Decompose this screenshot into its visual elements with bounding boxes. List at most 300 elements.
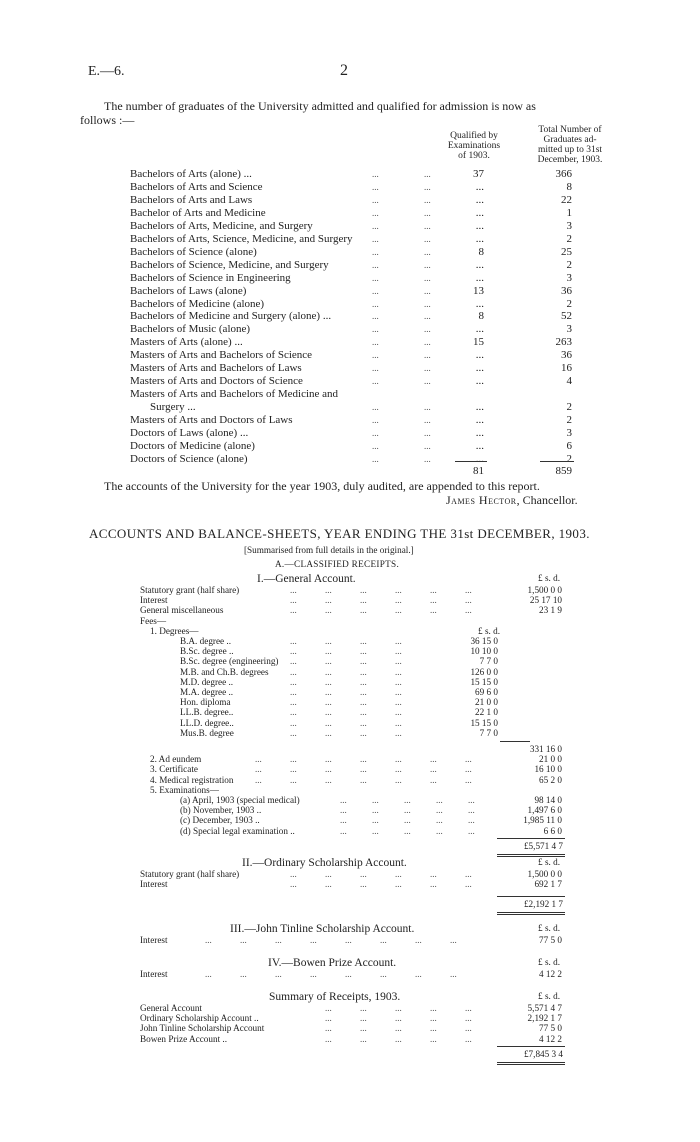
graduate-row-label: Bachelor of Arts and Medicine — [130, 206, 266, 219]
leader-dots: ... — [468, 805, 475, 816]
leader-dots: ... — [325, 1003, 332, 1013]
leader-dots: ... — [360, 697, 367, 708]
leader-dots: ... — [424, 181, 431, 192]
degree-amount: 7 7 0 — [479, 727, 498, 738]
amount: 1,500 0 0 — [527, 869, 562, 879]
amount: 4 12 2 — [539, 1033, 562, 1044]
leader-dots: ... — [465, 1003, 472, 1013]
degree-amount: 7 7 0 — [479, 656, 498, 667]
total-value: 2 — [566, 414, 572, 427]
document-reference: E.—6. — [88, 64, 125, 79]
leader-dots: ... — [290, 676, 297, 687]
graduate-row-label: Bachelors of Arts and Laws — [130, 193, 253, 206]
exam-label: (b) November, 1903 .. — [180, 805, 262, 816]
ordinary-scholarship-title: II.—Ordinary Scholarship Account. — [242, 857, 407, 869]
accounts-title: ACCOUNTS AND BALANCE-SHEETS, YEAR ENDING THE 31st DECEMBER, 1903. — [89, 526, 590, 541]
graduate-row-label: Bachelors of Medicine and Surgery (alone) ... — [130, 310, 332, 323]
leader-dots: ... — [465, 774, 472, 785]
leader-dots: ... — [395, 1033, 402, 1044]
amount: 77 5 0 — [539, 1023, 562, 1034]
fees-label: Fees— — [140, 615, 167, 626]
graduates-total: 859 — [555, 465, 572, 477]
amount: 6 6 0 — [543, 825, 562, 836]
leader-dots: ... — [325, 1013, 332, 1024]
leader-dots: ... — [345, 969, 352, 979]
leader-dots: ... — [465, 1023, 472, 1034]
qualified-value: ... — [475, 375, 484, 388]
leader-dots: ... — [360, 687, 367, 697]
qualified-value: ... — [475, 297, 484, 310]
ledger-label: Interest — [140, 595, 168, 606]
graduate-row-label: Bachelors of Science in Engineering — [130, 271, 291, 284]
leader-dots: ... — [424, 272, 431, 283]
leader-dots: ... — [360, 646, 367, 657]
degree-amount: 15 15 0 — [470, 676, 498, 687]
leader-dots: ... — [424, 246, 431, 257]
leader-dots: ... — [468, 815, 475, 826]
total-value: 1 — [566, 206, 572, 219]
total-value: 25 — [561, 245, 572, 258]
examinations-label: 5. Examinations— — [150, 784, 219, 795]
leader-dots: ... — [430, 595, 437, 606]
total-value: 2 — [566, 232, 572, 245]
leader-dots: ... — [360, 869, 367, 879]
leader-dots: ... — [360, 727, 367, 738]
degrees-subtotal: 331 16 0 — [529, 744, 562, 754]
leader-dots: ... — [395, 764, 402, 775]
leader-dots: ... — [430, 754, 437, 765]
leader-dots: ... — [395, 666, 402, 677]
leader-dots: ... — [395, 879, 402, 890]
leader-dots: ... — [424, 298, 431, 309]
qualified-total-rule — [455, 461, 487, 462]
summary-total-double-rule — [497, 1064, 565, 1065]
degree-label: LL.D. degree.. — [180, 717, 234, 728]
leader-dots: ... — [430, 1003, 437, 1013]
fee-label: 4. Medical registration — [150, 774, 234, 785]
leader-dots: ... — [372, 220, 379, 231]
leader-dots: ... — [372, 428, 379, 438]
accounts-note: [Summarised from full details in the original.] — [244, 545, 414, 555]
leader-dots: ... — [290, 687, 297, 697]
chancellor-signature — [446, 493, 578, 508]
qualified-total: 81 — [473, 465, 484, 477]
fee-label: 3. Certificate — [150, 764, 198, 775]
graduate-row-label: Doctors of Science (alone) — [130, 452, 248, 465]
leader-dots: ... — [325, 1023, 332, 1034]
leader-dots: ... — [372, 805, 379, 816]
ledger-label: Statutory grant (half share) — [140, 585, 240, 595]
tinline-scholarship-title: III.—John Tinline Scholarship Account. — [230, 923, 415, 935]
leader-dots: ... — [372, 272, 379, 283]
leader-dots: ... — [290, 717, 297, 728]
leader-dots: ... — [395, 585, 402, 595]
exam-label: (a) April, 1903 (special medical) — [180, 795, 300, 805]
graduate-row-label: Doctors of Laws (alone) ... — [130, 427, 249, 439]
leader-dots: ... — [205, 969, 212, 979]
leader-dots: ... — [468, 795, 475, 805]
graduate-row-label: Bachelors of Medicine (alone) — [130, 297, 265, 310]
leader-dots: ... — [372, 363, 379, 374]
graduate-row-label: Bachelors of Science (alone) — [130, 245, 257, 258]
leader-dots: ... — [345, 935, 352, 945]
leader-dots: ... — [325, 656, 332, 667]
leader-dots: ... — [372, 815, 379, 826]
leader-dots: ... — [360, 1023, 367, 1034]
leader-dots: ... — [360, 879, 367, 890]
lsd-header: £ s. d. — [538, 991, 560, 1001]
leader-dots: ... — [372, 453, 379, 464]
qualified-value: 8 — [478, 310, 484, 323]
amount: 692 1 7 — [534, 879, 562, 890]
leader-dots: ... — [372, 350, 379, 361]
leader-dots: ... — [325, 697, 332, 708]
ordinary-scholarship-total-rule — [497, 896, 565, 897]
leader-dots: ... — [360, 717, 367, 728]
total-value: 52 — [561, 310, 572, 323]
leader-dots: ... — [465, 605, 472, 616]
amount: 1,500 0 0 — [527, 585, 562, 595]
qualified-value: ... — [475, 232, 484, 245]
general-account-total-double-rule — [497, 854, 565, 855]
total-value: 366 — [555, 168, 572, 180]
intro-line-1: The number of graduates of the University admitted and qualified for admission is now as — [104, 99, 536, 113]
graduate-row-label: Masters of Arts and Bachelors of Laws — [130, 362, 302, 375]
degree-label: B.Sc. degree .. — [180, 646, 234, 657]
leader-dots: ... — [290, 707, 297, 718]
leader-dots: ... — [290, 595, 297, 606]
degree-label: B.Sc. degree (engineering) — [180, 656, 279, 667]
amount: 21 0 0 — [539, 754, 562, 765]
leader-dots: ... — [275, 969, 282, 979]
page-number: 2 — [340, 62, 348, 79]
amount: 1,985 11 0 — [523, 815, 562, 826]
graduate-row-label: Surgery ... — [150, 401, 196, 414]
ledger-label: Statutory grant (half share) — [140, 869, 240, 879]
graduate-row-label: Bachelors of Laws (alone) — [130, 284, 247, 297]
leader-dots: ... — [290, 869, 297, 879]
qualified-value: ... — [475, 452, 484, 465]
leader-dots: ... — [360, 1003, 367, 1013]
leader-dots: ... — [465, 1033, 472, 1044]
leader-dots: ... — [404, 815, 411, 826]
leader-dots: ... — [290, 646, 297, 657]
leader-dots: ... — [395, 754, 402, 765]
ledger-label: General Account — [140, 1003, 202, 1013]
amount: 23 1 9 — [539, 605, 562, 616]
general-account-title: I.—General Account. — [257, 573, 356, 585]
leader-dots: ... — [404, 805, 411, 816]
leader-dots: ... — [395, 595, 402, 606]
leader-dots: ... — [290, 754, 297, 765]
total-value: 2 — [566, 297, 572, 310]
total-value: 2 — [566, 258, 572, 271]
leader-dots: ... — [424, 220, 431, 231]
total-column-header: Total Number of Graduates ad- mitted up to 31st December, 1903. — [537, 125, 603, 165]
qualified-value: ... — [475, 271, 484, 284]
ordinary-scholarship-total-double-rule — [497, 914, 565, 915]
leader-dots: ... — [325, 666, 332, 677]
leader-dots: ... — [424, 194, 431, 205]
leader-dots: ... — [372, 795, 379, 805]
leader-dots: ... — [360, 764, 367, 775]
total-value: 6 — [566, 439, 572, 452]
qualified-value: ... — [475, 219, 484, 232]
leader-dots: ... — [325, 879, 332, 890]
leader-dots: ... — [395, 1013, 402, 1024]
leader-dots: ... — [325, 754, 332, 765]
degree-amount: 126 0 0 — [470, 666, 498, 677]
degree-amount: 22 1 0 — [475, 707, 498, 718]
leader-dots: ... — [415, 935, 422, 945]
total-value: 3 — [566, 271, 572, 284]
summary-total-double-rule — [497, 1062, 565, 1063]
leader-dots: ... — [430, 869, 437, 879]
graduate-row-label: Bachelors of Arts, Medicine, and Surgery — [130, 219, 313, 232]
amount: 5,571 4 7 — [527, 1003, 562, 1013]
leader-dots: ... — [340, 825, 347, 836]
qualified-value: 13 — [473, 284, 484, 297]
qualified-value: ... — [475, 258, 484, 271]
leader-dots: ... — [395, 676, 402, 687]
graduate-row-label: Bachelors of Music (alone) — [130, 323, 251, 336]
degree-label: M.A. degree .. — [180, 687, 234, 697]
leader-dots: ... — [325, 676, 332, 687]
grand-total-rule — [540, 461, 574, 462]
leader-dots: ... — [424, 311, 431, 322]
degrees-subtotal-rule — [500, 741, 530, 742]
total-value: 16 — [561, 362, 572, 375]
degree-label: LL.B. degree.. — [180, 707, 234, 718]
leader-dots: ... — [430, 1033, 437, 1044]
leader-dots: ... — [372, 246, 379, 257]
leader-dots: ... — [395, 774, 402, 785]
leader-dots: ... — [290, 697, 297, 708]
leader-dots: ... — [430, 605, 437, 616]
leader-dots: ... — [255, 754, 262, 765]
leader-dots: ... — [372, 169, 379, 179]
degree-amount: 21 0 0 — [475, 697, 498, 708]
graduate-row-label: Masters of Arts and Doctors of Laws — [130, 414, 293, 427]
leader-dots: ... — [360, 666, 367, 677]
leader-dots: ... — [395, 727, 402, 738]
leader-dots: ... — [430, 879, 437, 890]
leader-dots: ... — [424, 415, 431, 426]
leader-dots: ... — [372, 194, 379, 205]
degree-label: Mus.B. degree — [180, 727, 234, 738]
leader-dots: ... — [395, 646, 402, 657]
ledger-label: Interest — [140, 969, 168, 979]
leader-dots: ... — [325, 707, 332, 718]
leader-dots: ... — [360, 1013, 367, 1024]
leader-dots: ... — [325, 595, 332, 606]
leader-dots: ... — [436, 815, 443, 826]
leader-dots: ... — [424, 453, 431, 464]
leader-dots: ... — [310, 935, 317, 945]
leader-dots: ... — [372, 311, 379, 322]
leader-dots: ... — [430, 585, 437, 595]
lsd-header: £ s. d. — [538, 957, 560, 967]
leader-dots: ... — [325, 636, 332, 646]
leader-dots: ... — [424, 337, 431, 348]
degree-amount: 10 10 0 — [470, 646, 498, 657]
leader-dots: ... — [395, 687, 402, 697]
leader-dots: ... — [372, 298, 379, 309]
leader-dots: ... — [290, 636, 297, 646]
lsd-header: £ s. d. — [538, 573, 560, 583]
qualified-value: 15 — [473, 336, 484, 349]
leader-dots: ... — [436, 825, 443, 836]
leader-dots: ... — [360, 707, 367, 718]
qualified-value: ... — [475, 349, 484, 362]
leader-dots: ... — [290, 666, 297, 677]
leader-dots: ... — [372, 285, 379, 296]
qualified-value: ... — [475, 439, 484, 452]
leader-dots: ... — [395, 707, 402, 718]
leader-dots: ... — [372, 415, 379, 426]
leader-dots: ... — [290, 605, 297, 616]
leader-dots: ... — [430, 774, 437, 785]
summary-total-rule — [497, 1046, 565, 1047]
leader-dots: ... — [290, 585, 297, 595]
degree-amount: 69 6 0 — [475, 687, 498, 697]
leader-dots: ... — [465, 585, 472, 595]
leader-dots: ... — [372, 233, 379, 244]
ledger-label: Bowen Prize Account .. — [140, 1033, 228, 1044]
leader-dots: ... — [436, 805, 443, 816]
leader-dots: ... — [430, 764, 437, 775]
leader-dots: ... — [372, 324, 379, 335]
leader-dots: ... — [436, 795, 443, 805]
leader-dots: ... — [424, 428, 431, 438]
graduate-row-label: Masters of Arts and Bachelors of Medicine and — [130, 388, 339, 401]
leader-dots: ... — [465, 754, 472, 765]
total-value: 36 — [561, 284, 572, 297]
leader-dots: ... — [465, 1013, 472, 1024]
qualified-value: ... — [475, 323, 484, 336]
total-value: 2 — [566, 452, 572, 465]
total-value: 8 — [566, 180, 572, 193]
amount: 1,497 6 0 — [527, 805, 562, 816]
classified-receipts-heading: A.—CLASSIFIED RECEIPTS. — [275, 559, 400, 569]
lsd-header-inner: £ s. d. — [478, 625, 500, 636]
amount: 16 10 0 — [534, 764, 562, 775]
intro-line-2: follows :— — [80, 113, 135, 127]
qualified-value: 8 — [478, 245, 484, 258]
leader-dots: ... — [310, 969, 317, 979]
leader-dots: ... — [372, 440, 379, 451]
leader-dots: ... — [360, 605, 367, 616]
leader-dots: ... — [325, 687, 332, 697]
ledger-label: Interest — [140, 935, 168, 945]
graduate-row-label: Doctors of Medicine (alone) — [130, 439, 255, 452]
bowen-prize-title: IV.—Bowen Prize Account. — [268, 957, 397, 969]
amount: 98 14 0 — [534, 795, 562, 805]
leader-dots: ... — [395, 697, 402, 708]
degree-amount: 15 15 0 — [470, 717, 498, 728]
lsd-header: £ s. d. — [538, 857, 560, 867]
leader-dots: ... — [275, 935, 282, 945]
degrees-label: 1. Degrees— — [150, 625, 199, 636]
leader-dots: ... — [360, 595, 367, 606]
amount: 65 2 0 — [539, 774, 562, 785]
leader-dots: ... — [255, 764, 262, 775]
leader-dots: ... — [415, 969, 422, 979]
graduate-row-label: Bachelors of Arts and Science — [130, 180, 263, 193]
leader-dots: ... — [465, 595, 472, 606]
leader-dots: ... — [360, 1033, 367, 1044]
amount: 4 12 2 — [539, 969, 562, 979]
summary-total: £7,845 3 4 — [523, 1049, 563, 1059]
lsd-header: £ s. d. — [538, 923, 560, 933]
degree-label: M.B. and Ch.B. degrees — [180, 666, 269, 677]
degree-amount: 36 15 0 — [470, 636, 498, 646]
leader-dots: ... — [290, 727, 297, 738]
leader-dots: ... — [395, 636, 402, 646]
general-account-total-rule — [497, 838, 565, 839]
leader-dots: ... — [255, 774, 262, 785]
leader-dots: ... — [290, 774, 297, 785]
qualified-value: 37 — [473, 168, 484, 180]
graduate-row-label: Bachelors of Arts, Science, Medicine, and Surgery — [130, 232, 353, 245]
leader-dots: ... — [360, 774, 367, 785]
graduate-row-label: Masters of Arts (alone) ... — [130, 336, 243, 349]
ledger-label: Ordinary Scholarship Account .. — [140, 1013, 259, 1024]
leader-dots: ... — [360, 676, 367, 687]
exam-label: (d) Special legal examination .. — [180, 825, 295, 836]
ledger-label: Interest — [140, 879, 168, 890]
total-value: 36 — [561, 349, 572, 362]
leader-dots: ... — [325, 717, 332, 728]
leader-dots: ... — [424, 324, 431, 335]
chancellor-title: , Chancellor. — [516, 493, 578, 507]
leader-dots: ... — [450, 969, 457, 979]
leader-dots: ... — [290, 879, 297, 890]
leader-dots: ... — [380, 969, 387, 979]
leader-dots: ... — [325, 764, 332, 775]
leader-dots: ... — [360, 585, 367, 595]
leader-dots: ... — [424, 376, 431, 387]
leader-dots: ... — [424, 350, 431, 361]
leader-dots: ... — [465, 764, 472, 775]
leader-dots: ... — [380, 935, 387, 945]
leader-dots: ... — [424, 259, 431, 270]
leader-dots: ... — [404, 795, 411, 805]
leader-dots: ... — [360, 636, 367, 646]
leader-dots: ... — [424, 169, 431, 179]
leader-dots: ... — [395, 656, 402, 667]
leader-dots: ... — [424, 285, 431, 296]
leader-dots: ... — [395, 717, 402, 728]
total-value: 2 — [566, 401, 572, 414]
leader-dots: ... — [424, 363, 431, 374]
leader-dots: ... — [325, 646, 332, 657]
qualified-value: ... — [475, 180, 484, 193]
leader-dots: ... — [430, 1013, 437, 1024]
leader-dots: ... — [395, 605, 402, 616]
leader-dots: ... — [430, 1023, 437, 1034]
total-value: 4 — [566, 375, 572, 388]
qualified-value: ... — [475, 401, 484, 414]
leader-dots: ... — [395, 869, 402, 879]
leader-dots: ... — [424, 402, 431, 413]
leader-dots: ... — [290, 764, 297, 775]
leader-dots: ... — [240, 969, 247, 979]
leader-dots: ... — [290, 656, 297, 667]
fee-label: 2. Ad eundem — [150, 754, 202, 765]
leader-dots: ... — [404, 825, 411, 836]
qualified-column-header: Qualified by Examinations of 1903. — [447, 131, 501, 161]
